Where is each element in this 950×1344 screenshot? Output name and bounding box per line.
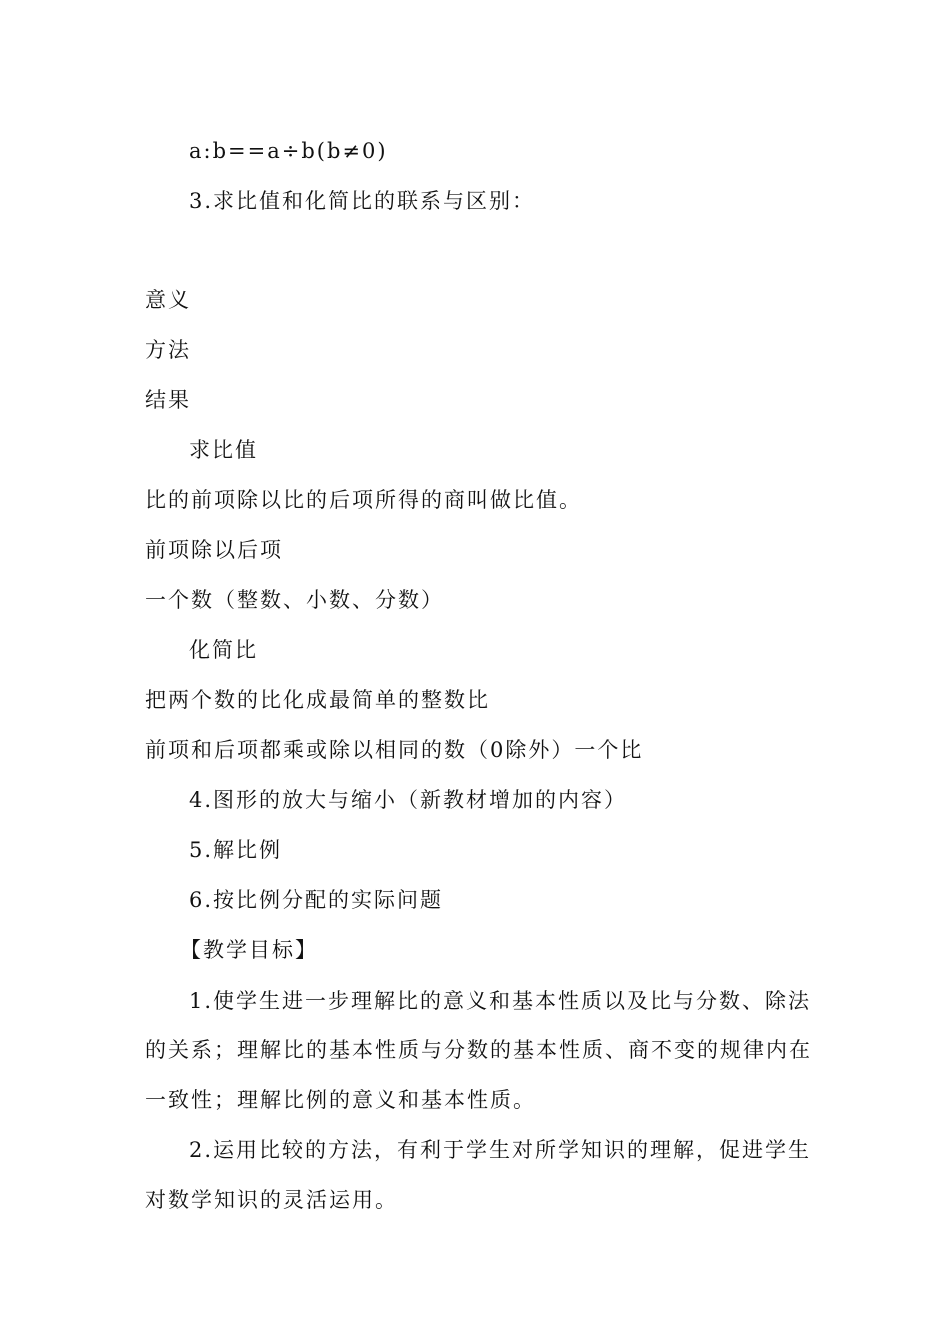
goal-1-line-2: 的关系；理解比的基本性质与分数的基本性质、商不变的规律内在 <box>145 1038 812 1062</box>
row-label-simplify-ratio: 化简比 <box>189 638 258 662</box>
goal-2-line-2: 对数学知识的灵活运用。 <box>145 1188 398 1212</box>
table-header-result: 结果 <box>145 388 191 412</box>
row-label-ratio-value: 求比值 <box>189 438 258 462</box>
goal-2-line-1: 2.运用比较的方法，有利于学生对所学知识的理解，促进学生 <box>189 1138 812 1162</box>
ratio-formula: a:b==a÷b(b≠0) <box>189 139 388 163</box>
ratio-value-result: 一个数（整数、小数、分数） <box>145 588 444 612</box>
table-header-meaning: 意义 <box>145 288 191 312</box>
section-heading-4: 4.图形的放大与缩小（新教材增加的内容） <box>189 788 628 812</box>
section-heading-6: 6.按比例分配的实际问题 <box>189 888 444 912</box>
simplify-ratio-method-result: 前项和后项都乘或除以相同的数（0除外）一个比 <box>145 738 644 762</box>
ratio-value-meaning: 比的前项除以比的后项所得的商叫做比值。 <box>145 488 582 512</box>
goal-1-line-3: 一致性；理解比例的意义和基本性质。 <box>145 1088 536 1112</box>
section-heading-5: 5.解比例 <box>189 838 283 862</box>
simplify-ratio-meaning: 把两个数的比化成最简单的整数比 <box>145 688 490 712</box>
section-heading-3: 3.求比值和化简比的联系与区别： <box>189 189 536 213</box>
ratio-value-method: 前项除以后项 <box>145 538 283 562</box>
goal-1-line-1: 1.使学生进一步理解比的意义和基本性质以及比与分数、除法 <box>189 989 812 1013</box>
teaching-goals-heading: 【教学目标】 <box>180 938 318 962</box>
table-header-method: 方法 <box>145 338 191 362</box>
